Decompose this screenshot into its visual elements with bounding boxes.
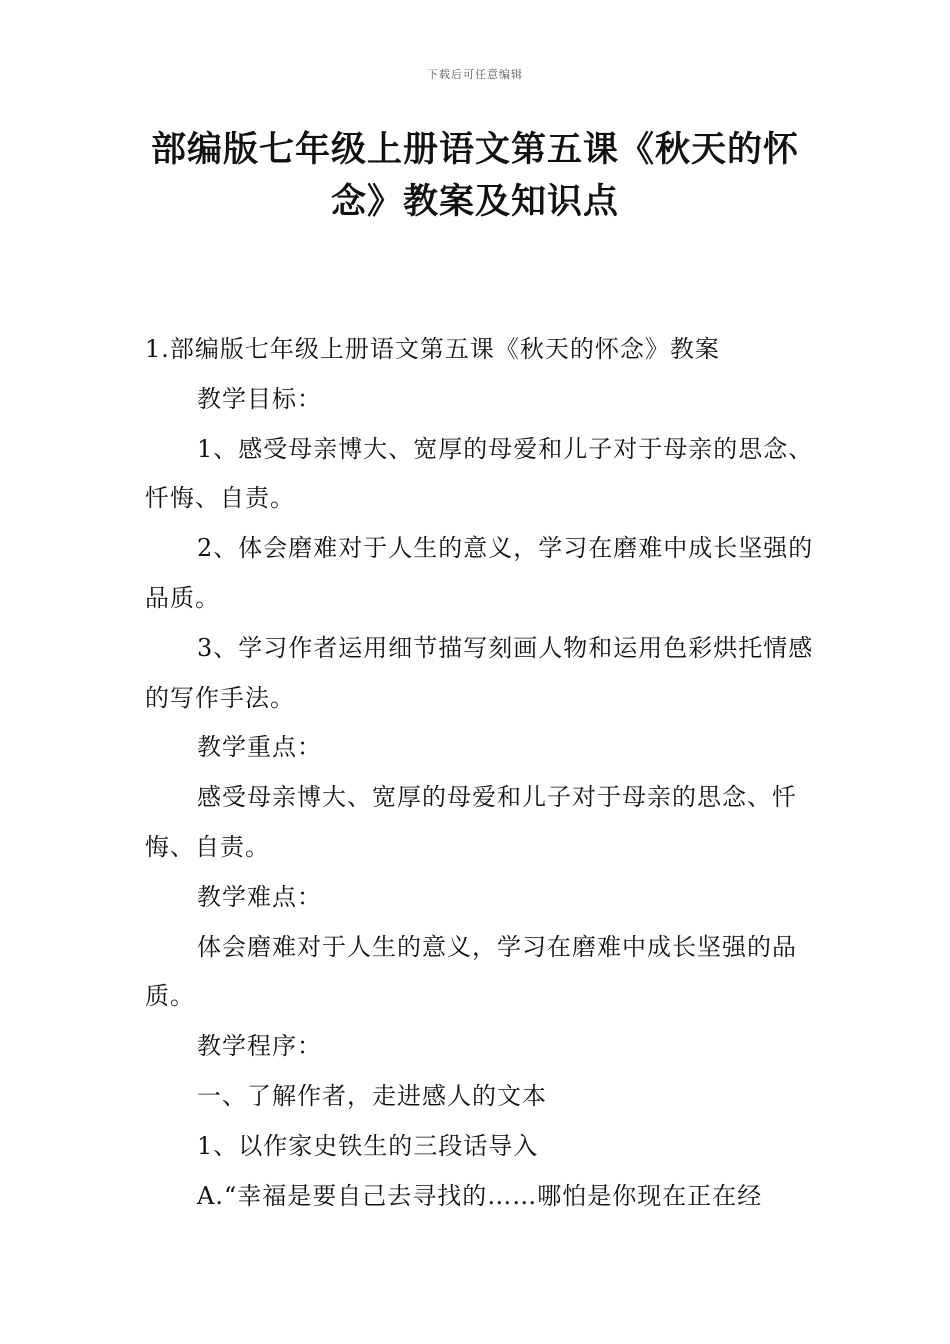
document-body bbox=[145, 325, 825, 1221]
section-heading: 1.部编版七年级上册语文第五课《秋天的怀念》教案 bbox=[145, 335, 720, 363]
paragraph-objective-1: 1、感受母亲博大、宽厚的母爱和儿子对于母亲的思念、忏悔、自责。 bbox=[145, 434, 814, 513]
header-note: 下载后可任意编辑 bbox=[427, 68, 523, 81]
paragraph-key-points: 感受母亲博大、宽厚的母爱和儿子对于母亲的思念、忏悔、自责。 bbox=[145, 783, 797, 861]
paragraph-objective-2: 2、体会磨难对于人生的意义，学习在磨难中成长坚强的品质。 bbox=[145, 534, 814, 612]
paragraph-procedure-step-1: 一、了解作者，走进感人的文本 bbox=[197, 1081, 547, 1110]
paragraph-objective-3: 3、学习作者运用细节描写刻画人物和运用色彩烘托情感的写作手法。 bbox=[145, 633, 814, 712]
paragraph-key-points-label: 教学重点： bbox=[197, 733, 322, 762]
paragraph-procedure-label: 教学程序： bbox=[197, 1032, 322, 1061]
title-line-2: 念》教案及知识点 bbox=[330, 182, 619, 222]
paragraph-difficulties-label: 教学难点： bbox=[197, 882, 322, 911]
paragraph-objectives-label: 教学目标： bbox=[197, 384, 322, 413]
paragraph-procedure-substep-1: 1、以作家史铁生的三段话导入 bbox=[197, 1131, 539, 1160]
paragraph-quote-a: A.“幸福是要自己去寻找的……哪怕是你现在正在经 bbox=[197, 1181, 763, 1210]
title-line-1: 部编版七年级上册语文第五课《秋天的怀 bbox=[150, 130, 799, 170]
paragraph-difficulties: 体会磨难对于人生的意义，学习在磨难中成长坚强的品质。 bbox=[145, 932, 797, 1011]
document-title bbox=[120, 124, 830, 228]
